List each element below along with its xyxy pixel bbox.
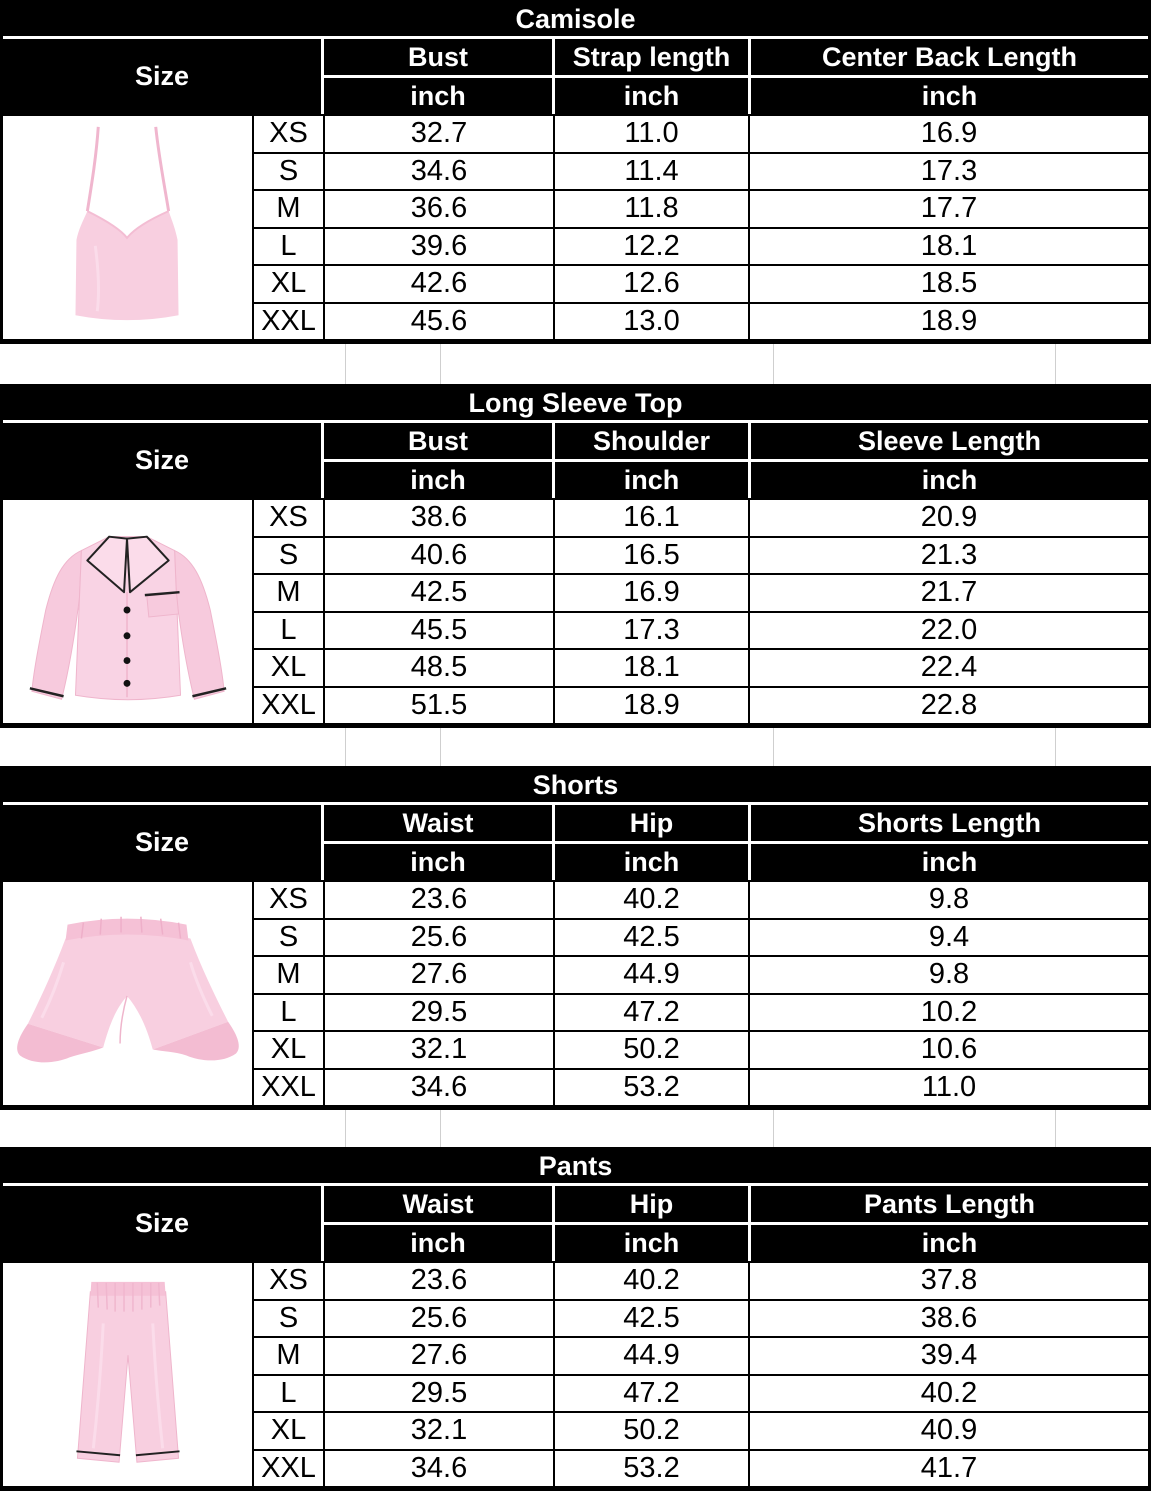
size-value: L xyxy=(254,613,323,649)
measurement-value: 25.6 xyxy=(325,1301,553,1337)
gridline xyxy=(345,728,346,766)
table-body xyxy=(3,114,1148,339)
measurement-value: 38.6 xyxy=(325,500,553,536)
table-title: Shorts xyxy=(3,769,1148,805)
column-header: Bust xyxy=(324,423,552,459)
table-gap xyxy=(0,344,1151,384)
size-value: L xyxy=(254,995,323,1031)
measurement-value: 16.1 xyxy=(555,500,748,536)
measurement-value: 48.5 xyxy=(325,650,553,686)
column-header: Waist xyxy=(324,805,552,841)
column-header: Shoulder xyxy=(555,423,748,459)
measurement-value: 39.4 xyxy=(750,1338,1148,1374)
measurement-value: 32.1 xyxy=(325,1413,553,1449)
measurement-value: 47.2 xyxy=(555,1376,748,1412)
measurement-value: 42.5 xyxy=(325,575,553,611)
size-value: XL xyxy=(254,1032,323,1068)
size-table-camisole xyxy=(0,0,1151,344)
size-value: M xyxy=(254,191,323,227)
table-body xyxy=(3,498,1148,723)
column-header: Shorts Length xyxy=(751,805,1148,841)
gridline xyxy=(440,1110,441,1147)
measurement-value: 41.7 xyxy=(750,1451,1148,1487)
measurement-value: 34.6 xyxy=(325,1451,553,1487)
measurement-value: 10.2 xyxy=(750,995,1148,1031)
measurement-value: 53.2 xyxy=(555,1451,748,1487)
table-header xyxy=(3,423,1148,498)
gridline xyxy=(1055,1110,1056,1147)
measurement-value: 50.2 xyxy=(555,1032,748,1068)
measurement-value: 34.6 xyxy=(325,154,553,190)
table-title: Long Sleeve Top xyxy=(3,387,1148,423)
measurement-value: 34.6 xyxy=(325,1070,553,1106)
measurement-value: 21.7 xyxy=(750,575,1148,611)
measurement-value: 23.6 xyxy=(325,1263,553,1299)
gridline xyxy=(773,728,774,766)
size-header: Size xyxy=(3,39,321,114)
unit-label: inch xyxy=(751,78,1148,114)
measurement-value: 20.9 xyxy=(750,500,1148,536)
measurement-value: 40.2 xyxy=(750,1376,1148,1412)
unit-label: inch xyxy=(751,844,1148,880)
size-value: S xyxy=(254,1301,323,1337)
size-value: XS xyxy=(254,1263,323,1299)
measurement-value: 40.6 xyxy=(325,538,553,574)
measurement-value: 50.2 xyxy=(555,1413,748,1449)
size-value: XS xyxy=(254,500,323,536)
table-gap xyxy=(0,1110,1151,1147)
measurement-value: 53.2 xyxy=(555,1070,748,1106)
measurement-value: 42.5 xyxy=(555,1301,748,1337)
column-header: Sleeve Length xyxy=(751,423,1148,459)
measurement-value: 42.5 xyxy=(555,920,748,956)
unit-label: inch xyxy=(555,1225,748,1261)
column-header: Center Back Length xyxy=(751,39,1148,75)
measurement-value: 18.1 xyxy=(750,229,1148,265)
measurement-value: 18.9 xyxy=(555,688,748,724)
size-header: Size xyxy=(3,1186,321,1261)
measurement-value: 25.6 xyxy=(325,920,553,956)
measurement-value: 23.6 xyxy=(325,882,553,918)
measurement-value: 47.2 xyxy=(555,995,748,1031)
size-value: XL xyxy=(254,266,323,302)
measurement-value: 45.5 xyxy=(325,613,553,649)
measurement-value: 17.7 xyxy=(750,191,1148,227)
column-header: Waist xyxy=(324,1186,552,1222)
size-value: XXL xyxy=(254,304,323,340)
gridline xyxy=(440,344,441,384)
measurement-value: 11.0 xyxy=(555,116,748,152)
measurement-value: 16.9 xyxy=(555,575,748,611)
measurement-value: 9.8 xyxy=(750,882,1148,918)
unit-label: inch xyxy=(324,844,552,880)
measurement-value: 27.6 xyxy=(325,1338,553,1374)
measurement-value: 42.6 xyxy=(325,266,553,302)
table-header xyxy=(3,1186,1148,1261)
measurement-value: 37.8 xyxy=(750,1263,1148,1299)
unit-label: inch xyxy=(324,78,552,114)
gridline xyxy=(345,1110,346,1147)
size-value: XXL xyxy=(254,1070,323,1106)
size-value: M xyxy=(254,957,323,993)
size-value: XS xyxy=(254,116,323,152)
measurement-value: 9.4 xyxy=(750,920,1148,956)
measurement-value: 9.8 xyxy=(750,957,1148,993)
camisole-image xyxy=(3,116,252,339)
size-value: XL xyxy=(254,1413,323,1449)
measurement-value: 29.5 xyxy=(325,1376,553,1412)
size-value: S xyxy=(254,538,323,574)
table-body xyxy=(3,1261,1148,1486)
measurement-value: 12.6 xyxy=(555,266,748,302)
size-value: L xyxy=(254,1376,323,1412)
table-gap xyxy=(0,728,1151,766)
unit-label: inch xyxy=(324,1225,552,1261)
size-value: XXL xyxy=(254,1451,323,1487)
table-header xyxy=(3,39,1148,114)
gridline xyxy=(773,1110,774,1147)
measurement-value: 17.3 xyxy=(750,154,1148,190)
shorts-image xyxy=(3,882,252,1105)
measurement-value: 16.9 xyxy=(750,116,1148,152)
measurement-value: 17.3 xyxy=(555,613,748,649)
measurement-value: 18.9 xyxy=(750,304,1148,340)
size-value: M xyxy=(254,575,323,611)
table-title: Camisole xyxy=(3,3,1148,39)
size-value: XXL xyxy=(254,688,323,724)
size-header: Size xyxy=(3,423,321,498)
measurement-value: 45.6 xyxy=(325,304,553,340)
table-header xyxy=(3,805,1148,880)
measurement-value: 32.1 xyxy=(325,1032,553,1068)
measurement-value: 36.6 xyxy=(325,191,553,227)
gridline xyxy=(345,344,346,384)
size-value: S xyxy=(254,154,323,190)
table-body xyxy=(3,880,1148,1105)
measurement-value: 13.0 xyxy=(555,304,748,340)
measurement-value: 27.6 xyxy=(325,957,553,993)
column-header: Hip xyxy=(555,805,748,841)
measurement-value: 44.9 xyxy=(555,1338,748,1374)
measurement-value: 51.5 xyxy=(325,688,553,724)
gridline xyxy=(773,344,774,384)
measurement-value: 12.2 xyxy=(555,229,748,265)
size-value: XS xyxy=(254,882,323,918)
measurement-value: 18.1 xyxy=(555,650,748,686)
measurement-value: 10.6 xyxy=(750,1032,1148,1068)
measurement-value: 40.2 xyxy=(555,1263,748,1299)
measurement-value: 32.7 xyxy=(325,116,553,152)
measurement-value: 11.0 xyxy=(750,1070,1148,1106)
column-header: Hip xyxy=(555,1186,748,1222)
measurement-value: 18.5 xyxy=(750,266,1148,302)
table-title: Pants xyxy=(3,1150,1148,1186)
column-header: Pants Length xyxy=(751,1186,1148,1222)
measurement-value: 22.4 xyxy=(750,650,1148,686)
unit-label: inch xyxy=(751,1225,1148,1261)
measurement-value: 29.5 xyxy=(325,995,553,1031)
unit-label: inch xyxy=(555,462,748,498)
long-sleeve-top-image xyxy=(3,500,252,723)
measurement-value: 38.6 xyxy=(750,1301,1148,1337)
gridline xyxy=(1055,728,1056,766)
size-value: L xyxy=(254,229,323,265)
measurement-value: 40.2 xyxy=(555,882,748,918)
column-header: Bust xyxy=(324,39,552,75)
pants-image xyxy=(3,1263,252,1486)
measurement-value: 44.9 xyxy=(555,957,748,993)
unit-label: inch xyxy=(751,462,1148,498)
unit-label: inch xyxy=(324,462,552,498)
measurement-value: 39.6 xyxy=(325,229,553,265)
measurement-value: 11.4 xyxy=(555,154,748,190)
gridline xyxy=(440,728,441,766)
column-header: Strap length xyxy=(555,39,748,75)
size-value: XL xyxy=(254,650,323,686)
unit-label: inch xyxy=(555,844,748,880)
measurement-value: 16.5 xyxy=(555,538,748,574)
measurement-value: 22.0 xyxy=(750,613,1148,649)
measurement-value: 21.3 xyxy=(750,538,1148,574)
gridline xyxy=(1055,344,1056,384)
size-value: M xyxy=(254,1338,323,1374)
size-table-long-sleeve-top xyxy=(0,384,1151,728)
size-header: Size xyxy=(3,805,321,880)
measurement-value: 40.9 xyxy=(750,1413,1148,1449)
measurement-value: 22.8 xyxy=(750,688,1148,724)
size-value: S xyxy=(254,920,323,956)
size-table-shorts xyxy=(0,766,1151,1110)
unit-label: inch xyxy=(555,78,748,114)
size-table-pants xyxy=(0,1147,1151,1491)
measurement-value: 11.8 xyxy=(555,191,748,227)
